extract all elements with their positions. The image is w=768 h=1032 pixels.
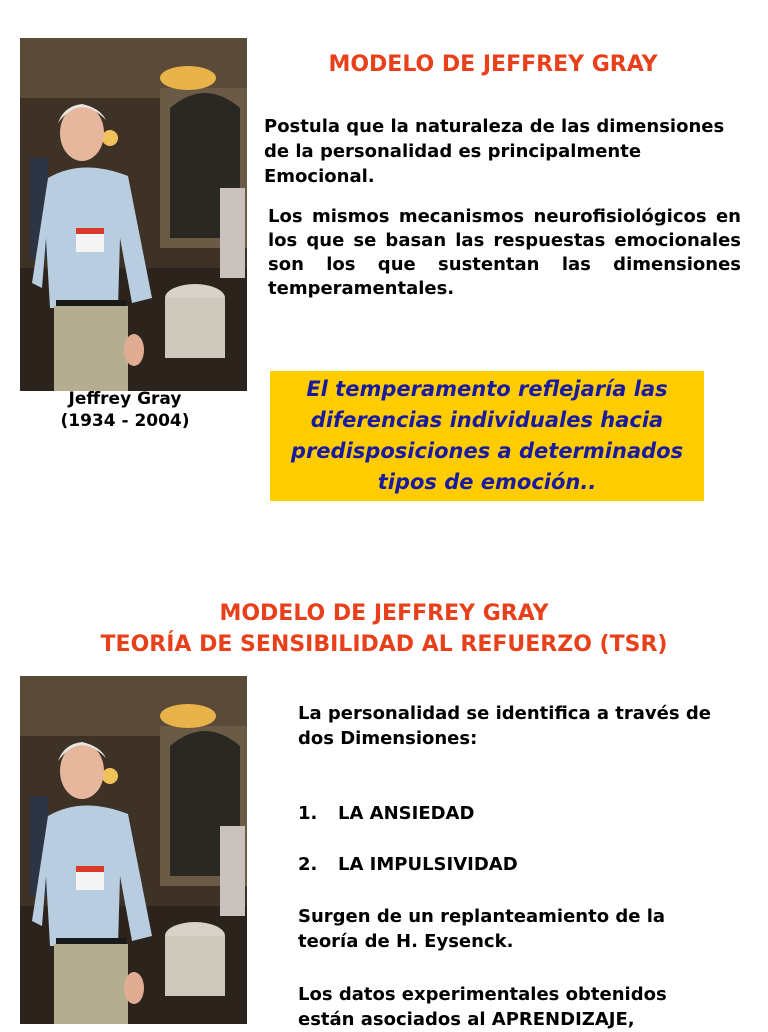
slide-2-title — [40, 598, 728, 660]
temperament-highlight-box — [270, 371, 704, 501]
caption-years: (1934 - 2004) — [60, 411, 190, 431]
photo-illustration-2 — [20, 676, 247, 1024]
paragraph-eysenck: Surgen de un replanteamiento de la teoría de H. Eysenck. — [298, 906, 666, 952]
list-number: 1. — [298, 803, 318, 824]
highlight-text: El temperamento reflejaría las diferencias individuales hacia predisposiciones a determinados tipos de emoción.. — [290, 377, 684, 494]
slide-2-title-line-2: TEORÍA DE SENSIBILIDAD AL REFUERZO (TSR) — [100, 632, 668, 657]
list-label: LA IMPULSIVIDAD — [338, 854, 518, 875]
slide-2 — [0, 540, 768, 1030]
paragraph-experimental-cut: Los datos experimentales obtenidos están asociados al APRENDIZAJE, — [298, 984, 667, 1030]
list-label: LA ANSIEDAD — [338, 803, 475, 824]
intro-dimensions: La personalidad se identifica a través de dos Dimensiones: — [298, 703, 711, 749]
slide-2-title-line-1: MODELO DE JEFFREY GRAY — [219, 601, 549, 626]
photo-caption — [20, 388, 230, 432]
caption-name: Jeffrey Gray — [68, 389, 182, 409]
jeffrey-gray-photo — [20, 38, 247, 391]
list-item-impulsivity — [298, 854, 518, 875]
list-item-anxiety — [298, 803, 474, 824]
paragraph-emotional: Postula que la naturaleza de las dimensiones de la personalidad es principalmente Emocional. — [264, 116, 725, 187]
slide-1-title: MODELO DE JEFFREY GRAY — [328, 52, 658, 77]
photo-illustration — [20, 38, 247, 391]
jeffrey-gray-photo-2 — [20, 676, 247, 1024]
paragraph-mechanisms: Los mismos mecanismos neurofisiológicos en los que se basan las respuestas emocionales son los que sustentan las dimensiones temperamentales. — [268, 206, 741, 299]
list-number: 2. — [298, 854, 318, 875]
